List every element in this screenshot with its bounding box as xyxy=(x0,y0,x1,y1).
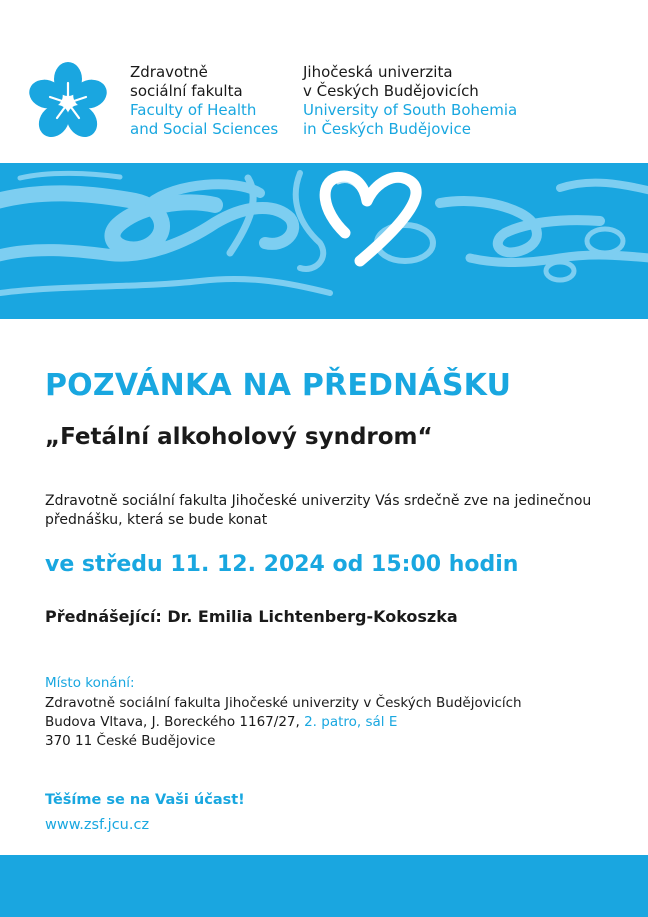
faculty-name-cz xyxy=(130,63,243,101)
lecture-datetime: ve středu 11. 12. 2024 od 15:00 hodin xyxy=(45,552,519,577)
university-name-cz-line-1: Jihočeská univerzita xyxy=(303,63,453,81)
university-name-en xyxy=(303,101,517,139)
faculty-name-en-line-2: and Social Sciences xyxy=(130,120,279,138)
intro-text: Zdravotně sociální fakulta Jihočeské univerzity Vás srdečně zve na jedinečnou přednášku, která se bude konat xyxy=(45,493,592,528)
lecturer-name: Přednášející: Dr. Emilia Lichtenberg-Kokoszka xyxy=(45,607,458,626)
venue-address xyxy=(45,694,522,751)
faculty-name-cz-line-2: sociální fakulta xyxy=(130,82,243,100)
faculty-logo xyxy=(27,61,109,143)
venue-room: 2. patro, sál E xyxy=(304,714,398,730)
closing-text: Těšíme se na Vaši účast! xyxy=(45,792,245,808)
footer-bar xyxy=(0,855,648,917)
lecture-topic: „Fetální alkoholový syndrom“ xyxy=(45,424,433,450)
venue-line-2 xyxy=(45,713,522,732)
university-name-en-line-1: University of South Bohemia xyxy=(303,101,518,119)
university-name-en-line-2: in Českých Budějovice xyxy=(303,120,471,138)
faculty-name-cz-line-1: Zdravotně xyxy=(130,63,208,81)
faculty-name-en xyxy=(130,101,278,139)
university-name-cz xyxy=(303,63,479,101)
venue-line-1: Zdravotně sociální fakulta Jihočeské univerzity v Českých Budějovicích xyxy=(45,695,522,711)
venue-building: Budova Vltava, J. Boreckého 1167/27, xyxy=(45,714,305,730)
website-link[interactable]: www.zsf.jcu.cz xyxy=(45,817,150,833)
heart-brushstroke-icon xyxy=(0,163,648,319)
flower-logo-icon xyxy=(27,61,109,143)
faculty-name-en-line-1: Faculty of Health xyxy=(130,101,257,119)
invitation-title: POZVÁNKA NA PŘEDNÁŠKU xyxy=(45,368,512,403)
university-name-cz-line-2: v Českých Budějovicích xyxy=(303,82,479,100)
venue-line-3: 370 11 České Budějovice xyxy=(45,733,216,749)
venue-label: Místo konání: xyxy=(45,675,135,691)
hero-banner xyxy=(0,163,648,319)
